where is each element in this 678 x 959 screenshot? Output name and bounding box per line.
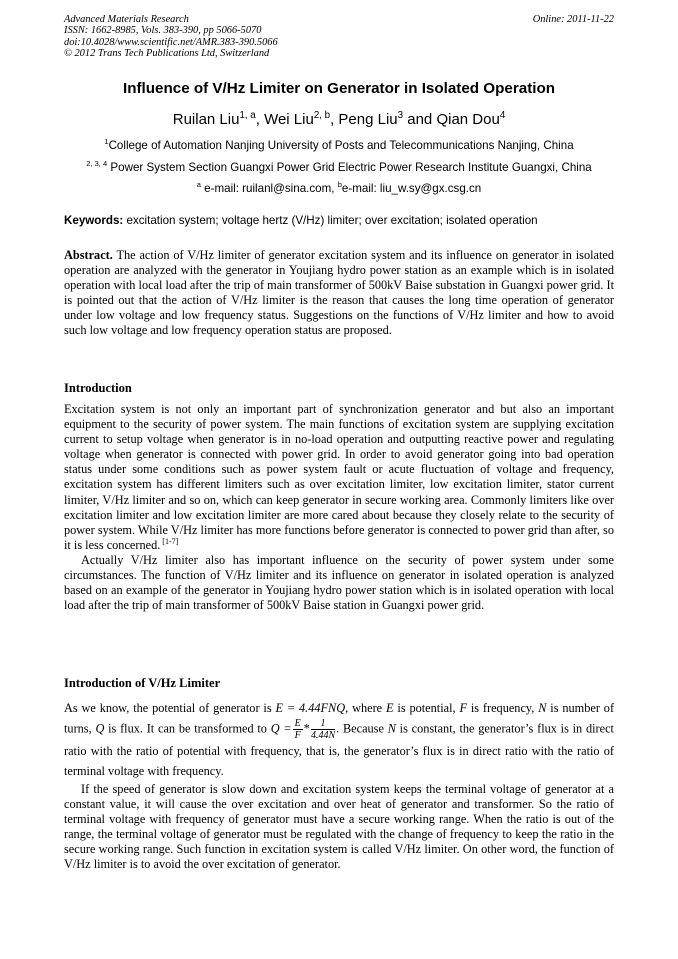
issn-line: ISSN: 1662-8985, Vols. 383-390, pp 5066-5070 <box>64 25 262 37</box>
author-name: Wei Liu <box>264 111 314 128</box>
email-b: e-mail: liu_w.sy@gx.csg.cn <box>341 182 482 195</box>
author-list: Ruilan Liu$^{1, a}$, Wei Liu$^{2, b}$, Peng Liu$^3$ and Qian Dou$^4$ <box>172 110 506 128</box>
keywords-label: Keywords: <box>64 214 124 227</box>
fraction-one-over-444n: $\frac{1}{4.44N}$ <box>310 718 336 741</box>
paragraph: If the speed of generator is slow down and excitation system keeps the terminal voltage of generator at a constant value, it will cause the over excitation and over heat of generator and transformer. So the ratio of terminal voltage with frequency of generator must have a secure working range. When the ratio is out of the range, the terminal voltage of generator must be regulated with the change of frequency to keep the ratio in the secure working range. Such function in excitation system is called V/Hz limiter. On other word, the function of V/Hz limiter is to avoid the over excitation of generator. <box>64 782 614 872</box>
paper-title: Influence of V/Hz Limiter on Generator in Isolated Operation <box>122 80 556 97</box>
abstract-text: The action of V/Hz limiter of generator excitation system and its influence on generator in isolated operation are analyzed with the generator in Youjiang hydro power station as an example which is in isolated operation with local load after the trip of main transformer of 500kV Baise substation in Guangxi power grid. It is pointed out that the action of V/Hz limiter is the reason that causes the long time operation of generator under low voltage and low frequency status. Suggestions on the functions of V/Hz limiter and how to avoid such low voltage and low frequency operation status are proposed. <box>64 248 614 338</box>
fraction-e-over-f: $\frac{E}{F}$ <box>294 718 301 741</box>
author-affil-sup: 3 <box>397 110 404 121</box>
paragraph: As we know, the potential of generator is E = 4.44FNQ, where E is potential, F is frequency, N is number of turns, Q is flux. It can be transformed to Q = $\frac{E}{F}$ * $\frac{1}{4.44N}$ . Because N is constant, the generator’s flux is in direct ratio with the ratio of potential with frequency, that is, the generator’s flux is in direct ratio with the ratio of terminal voltage with frequency. <box>64 701 615 778</box>
introduction-body <box>64 402 614 613</box>
citation: [1-7] <box>160 536 179 546</box>
paragraph: Excitation system is not only an important part of synchronization generator and but also an important equipment to the security of power system. The main functions of excitation system are supplying excitation current to setup voltage when generator is in no-load operation and outputting reactive power and regulating voltage when generator is connected with power grid. In order to avoid generator going into bad operation status under some conditions such as power system fault or acute fluctuation of voltage and frequency, excitation system has different limiters such as over excitation limiter, low excitation limiter, stator current limiter, V/Hz limiter and so on, which can keep generator in secure working area. Commonly limiters like over excitation limiter and low excitation limiter are more cared about because they closely relate to the security of power system. While V/Hz limiter has more functions before generator is connected to power grid than after, so it is less concerned. [1-7] <box>64 402 614 552</box>
keywords <box>64 214 624 227</box>
equation-potential: E = 4.44FNQ <box>275 701 346 715</box>
author-name: Ruilan Liu <box>172 111 240 128</box>
author-affil-sup: 2, b <box>313 110 331 121</box>
abstract-label: Abstract. <box>64 248 113 262</box>
author-affil-sup: 4 <box>499 110 506 121</box>
journal-header <box>64 14 614 60</box>
paragraph: Actually V/Hz limiter also has important influence on the security of power system under some circumstances. The function of V/Hz limiter and its influence on generator in isolated operation is analyzed based on an example of the generator in Youjiang hydro power station which is in isolated operation with local load after the trip of main transformer of 500kV Baise station in Guangxi power grid. <box>64 552 614 613</box>
online-date: Online: 2011-11-22 <box>532 14 614 25</box>
author-emails: $^a$ e-mail: ruilanl@sina.com, $^b$e-mail: liu_w.sy@gx.csg.cn <box>196 180 482 195</box>
email-a: e-mail: ruilanl@sina.com, <box>200 182 338 195</box>
affiliation-1: $^1$College of Automation Nanjing University of Posts and Telecommunications Nanjing, China <box>104 137 574 152</box>
vhz-limiter-body <box>64 698 614 873</box>
author-name: Qian Dou <box>436 111 500 128</box>
section-heading-vhz-limiter: Introduction of V/Hz Limiter <box>64 676 221 690</box>
equation-flux: Q = <box>270 721 292 736</box>
journal-name: Advanced Materials Research <box>64 14 189 25</box>
abstract <box>64 248 614 339</box>
affiliation-2: $^{2, 3, 4}$ Power System Section Guangxi Power Grid Electric Power Research Institute Guangxi, China <box>86 159 592 174</box>
copyright-line: © 2012 Trans Tech Publications Ltd, Switzerland <box>64 48 270 60</box>
keywords-text: excitation system; voltage hertz (V/Hz) limiter; over excitation; isolated operation <box>123 214 538 227</box>
doi-line: doi:10.4028/www.scientific.net/AMR.383-390.5066 <box>64 36 278 48</box>
author-affil-sup: 1, a <box>239 110 256 121</box>
author-name: Peng Liu <box>338 111 398 128</box>
section-heading-introduction: Introduction <box>64 381 132 395</box>
